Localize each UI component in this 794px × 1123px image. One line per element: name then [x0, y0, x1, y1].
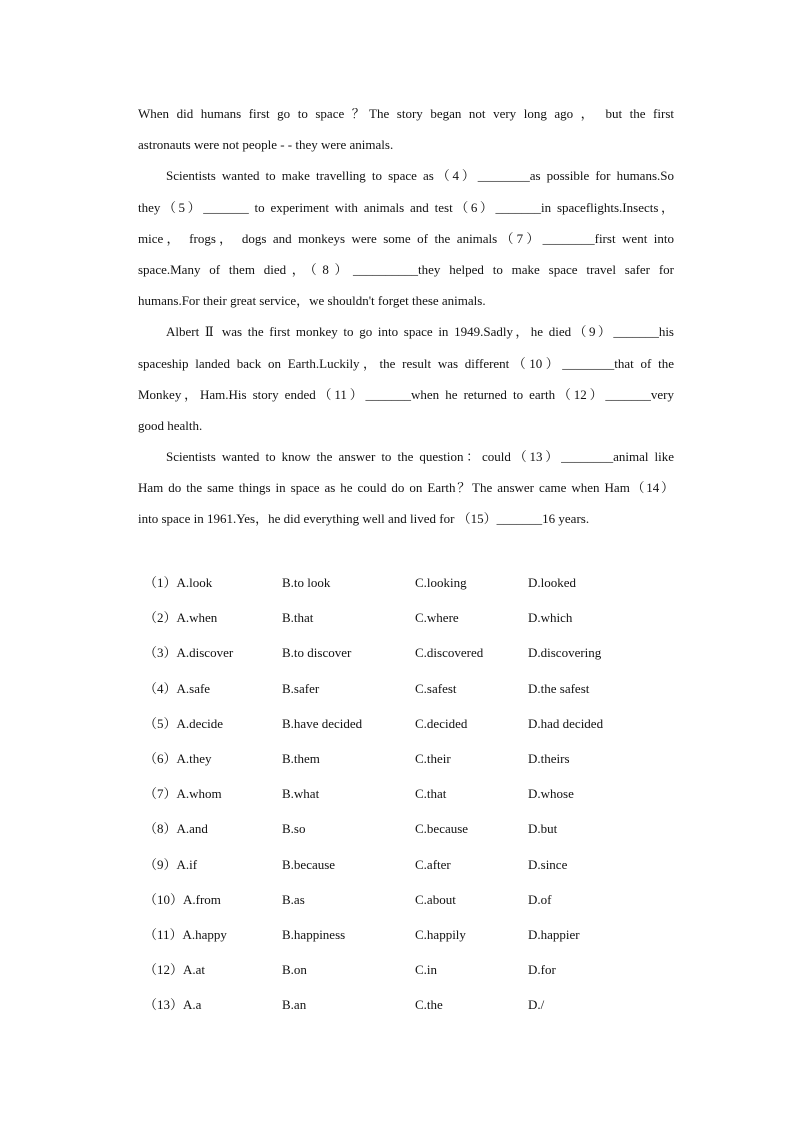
option-d: D.since [528, 856, 568, 872]
option-d: D.of [528, 891, 552, 907]
question-row [144, 776, 664, 811]
option-d: D./ [528, 997, 545, 1013]
question-row [144, 987, 664, 1022]
passage-line: Monkey，Ham.His story ended（11）_______when he returned to earth（12）_______very [138, 386, 674, 402]
question-row [144, 741, 664, 776]
answer-options [144, 565, 664, 1022]
option-a: （12）A.at [144, 962, 206, 978]
question-row [144, 847, 664, 882]
option-b: B.happiness [282, 926, 346, 942]
option-c: C.because [415, 821, 469, 837]
option-b: B.them [282, 750, 320, 766]
passage-line: good health. [138, 417, 203, 433]
passage-line: mice， frogs， dogs and monkeys were some of the animals（7）________first went into [138, 230, 674, 246]
option-b: B.as [282, 891, 305, 907]
option-d: D.had decided [528, 715, 604, 731]
option-c: C.looking [415, 575, 467, 590]
passage-line: space.Many of them died，（8）__________they helped to make space travel safer for [138, 261, 674, 277]
reading-passage [138, 98, 674, 535]
option-d: D.for [528, 962, 556, 978]
question-row [144, 706, 664, 741]
question-row [144, 952, 664, 987]
option-c: C.their [415, 750, 451, 766]
question-row [144, 882, 664, 917]
question-row [144, 635, 664, 670]
option-a: （10）A.from [144, 891, 221, 907]
question-row [144, 565, 664, 600]
passage-line: spaceship landed back on Earth.Luckily，the result was different（10）________that of the [138, 355, 674, 371]
option-a: （9）A.if [144, 856, 198, 872]
option-c: C.discovered [415, 645, 484, 661]
passage-line: astronauts were not people - - they were animals. [138, 137, 394, 153]
option-b: B.to discover [282, 645, 352, 661]
option-a: （11）A.happy [144, 926, 227, 942]
option-c: C.where [415, 610, 459, 626]
passage-line: humans.For their great service，we shouldn't forget these animals. [138, 293, 486, 309]
question-row [144, 671, 664, 706]
option-d: D.discovering [528, 645, 602, 661]
option-b: B.have decided [282, 715, 363, 731]
option-a: （13）A.a [144, 997, 202, 1013]
option-a: （4）A.safe [144, 680, 211, 696]
option-b: B.that [282, 610, 314, 626]
passage-line: Scientists wanted to make travelling to space as（4）________as possible for humans.So [166, 168, 674, 184]
option-b: B.an [282, 997, 307, 1013]
option-b: B.because [282, 856, 336, 872]
option-d: D.happier [528, 926, 580, 942]
option-c: C.in [415, 962, 438, 978]
option-a: （6）A.they [144, 750, 212, 766]
option-b: B.so [282, 821, 306, 837]
option-b: B.to look [282, 575, 331, 590]
option-a: （3）A.discover [144, 645, 234, 661]
question-row [144, 600, 664, 635]
option-b: B.safer [282, 680, 320, 696]
question-row [144, 811, 664, 846]
passage-line: Ham do the same things in space as he could do on Earth？The answer came when Ham（14） [138, 480, 674, 496]
passage-line: into space in 1961.Yes，he did everything well and lived for （15）_______16 years. [138, 511, 590, 527]
option-d: D.the safest [528, 680, 590, 696]
option-a: （2）A.when [144, 610, 218, 626]
option-c: C.the [415, 997, 443, 1013]
option-a: （8）A.and [144, 821, 208, 837]
option-c: C.after [415, 856, 451, 872]
option-d: D.but [528, 821, 558, 837]
option-a: （1）A.look [144, 575, 213, 590]
option-d: D.which [528, 610, 573, 626]
option-c: C.happily [415, 926, 466, 942]
passage-line: When did humans first go to space ？The story began not very long ago ， but the first [138, 106, 674, 121]
option-d: D.looked [528, 575, 577, 590]
option-b: B.what [282, 786, 320, 802]
option-c: C.about [415, 891, 456, 907]
option-d: D.whose [528, 786, 574, 802]
option-c: C.that [415, 786, 447, 802]
option-c: C.decided [415, 715, 468, 731]
passage-line: Scientists wanted to know the answer to the question：could（13）________animal like [166, 449, 674, 465]
option-c: C.safest [415, 680, 457, 696]
question-row [144, 917, 664, 952]
passage-line: Albert Ⅱ was the first monkey to go into space in 1949.Sadly，he died（9）_______his [166, 324, 674, 340]
passage-line: they（5）_______ to experiment with animals and test（6）_______in spaceflights.Insects， [138, 199, 674, 215]
option-d: D.theirs [528, 750, 570, 766]
option-a: （7）A.whom [144, 786, 222, 802]
option-a: （5）A.decide [144, 715, 224, 731]
option-b: B.on [282, 962, 307, 978]
